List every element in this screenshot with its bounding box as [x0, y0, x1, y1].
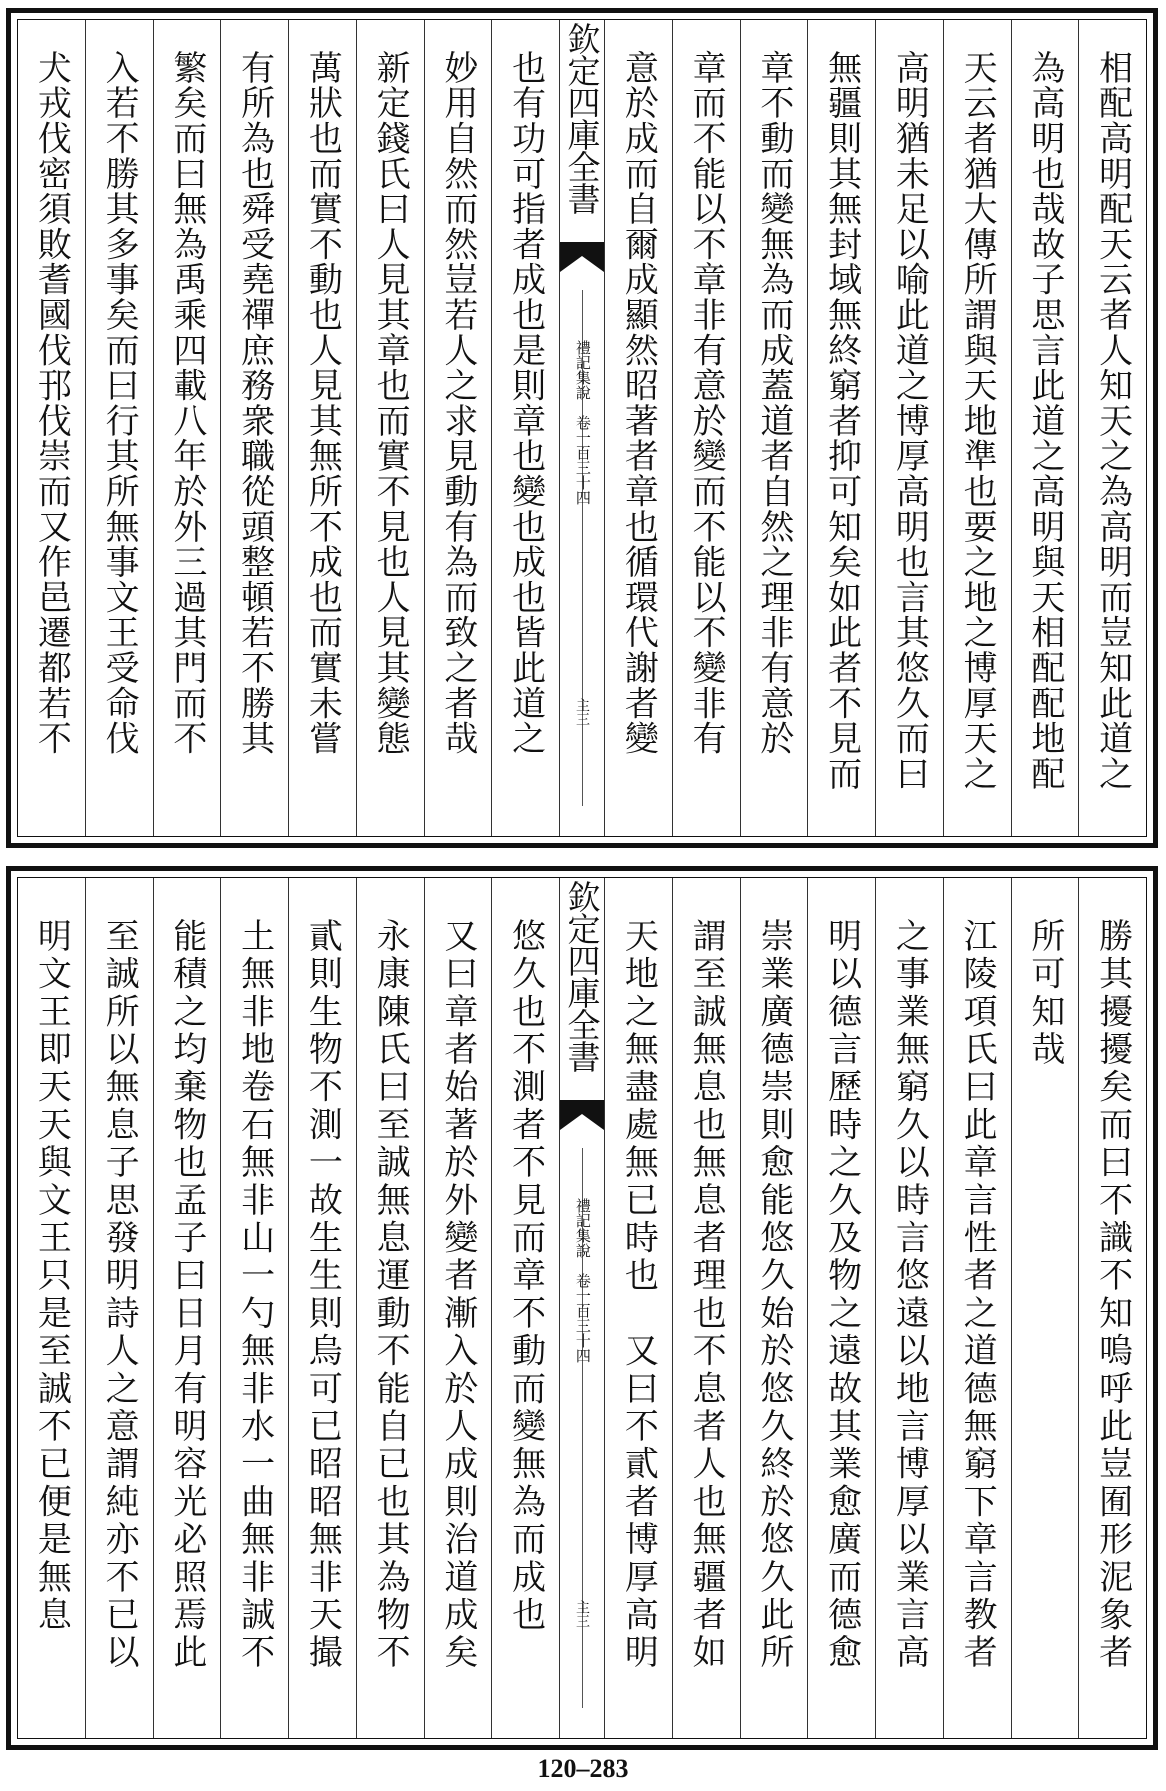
center-gutter [559, 20, 604, 836]
text-column: 有所為也舜受堯禪庶務衆職從頭整頓若不勝其 [220, 20, 288, 836]
text-column: 章不動而變無為而成蓋道者自然之理非有意於 [740, 20, 808, 836]
text-column: 所可知哉 [1011, 878, 1079, 1738]
text-column: 新定錢氏曰人見其章也而實不見也人見其變態 [356, 20, 424, 836]
text-column: 天云者猶大傳所謂與天地準也要之地之博厚天之 [943, 20, 1011, 836]
text-column: 妙用自然而然豈若人之求見動有為而致之者哉 [424, 20, 492, 836]
text-column: 也有功可指者成也是則章也變也成也皆此道之 [491, 20, 559, 836]
text-column: 為高明也哉故子思言此道之高明與天相配配地配 [1011, 20, 1079, 836]
text-column: 至誠所以無息子思發明詩人之意謂純亦不已以 [85, 878, 153, 1738]
text-column: 犬戎伐密須敗耆國伐邘伐崇而又作邑遷都若不 [31, 50, 72, 756]
text-column: 相配高明配天云者人知天之為高明而豈知此道之 [1078, 20, 1146, 836]
text-column: 明以德言歷時之久及物之遠故其業愈廣而德愈 [807, 878, 875, 1738]
text-column: 無疆則其無封域無終窮者抑可知矣如此者不見而 [807, 20, 875, 836]
text-column: 謂至誠無息也無息者理也不息者人也無疆者如 [672, 878, 740, 1738]
text-column: 之事業無窮久以時言悠遠以地言博厚以業言高 [875, 878, 943, 1738]
fish-tail-mark-icon [560, 1100, 604, 1130]
text-column: 貳則生物不測一故生生則烏可已昭昭無非天撮 [288, 878, 356, 1738]
text-column: 又曰章者始著於外變者漸入於人成則治道成矣 [424, 878, 492, 1738]
text-column: 能積之均棄物也孟子曰日月有明容光必照焉此 [153, 878, 221, 1738]
top-page-frame [17, 19, 1147, 837]
center-gutter [559, 878, 604, 1738]
text-column: 悠久也不測者不見而章不動而變無為而成也 [491, 878, 559, 1738]
text-column: 入若不勝其多事矣而曰行其所無事文王受命伐 [85, 20, 153, 836]
gutter-page-number: 主三 [574, 1600, 590, 1628]
text-column: 萬狀也而實不動也人見其無所不成也而實未嘗 [288, 20, 356, 836]
text-column: 高明猶未足以喻此道之博厚高明也言其悠久而曰 [875, 20, 943, 836]
gutter-page-number: 主三 [574, 698, 590, 726]
fish-tail-mark-icon [560, 242, 604, 272]
bottom-page-frame [17, 877, 1147, 1739]
text-column: 意於成而自爾成顯然昭著者章也循環代謝者變 [604, 20, 672, 836]
text-column: 崇業廣德崇則愈能悠久始於悠久終於悠久此所 [740, 878, 808, 1738]
text-column: 勝其擾擾矣而曰不識不知嗚呼此豈囿形泥象者 [1078, 878, 1146, 1738]
text-column: 章而不能以不章非有意於變而不能以不變非有 [672, 20, 740, 836]
gutter-header: 欽定四庫全書 [562, 22, 602, 214]
text-column: 明文王即天天與文王只是至誠不已便是無息 [31, 918, 72, 1635]
page-footer-number: 120–283 [537, 1754, 629, 1783]
text-column: 繁矣而曰無為禹乘四載八年於外三過其門而不 [153, 20, 221, 836]
text-column: 永康陳氏曰至誠無息運動不能自已也其為物不 [356, 878, 424, 1738]
text-column: 土無非地卷石無非山一勺無非水一曲無非誠不 [220, 878, 288, 1738]
gutter-book-title: 禮記集說 卷一百三十四 [573, 1198, 592, 1363]
gutter-header: 欽定四庫全書 [562, 880, 602, 1072]
top-page [6, 8, 1158, 848]
bottom-page [6, 866, 1158, 1750]
gutter-book-title: 禮記集說 卷一百三十四 [573, 340, 592, 505]
text-column: 天地之無盡處無已時也 又曰不貳者博厚高明 [604, 878, 672, 1738]
text-column: 江陵項氏曰此章言性者之道德無窮下章言教者 [943, 878, 1011, 1738]
